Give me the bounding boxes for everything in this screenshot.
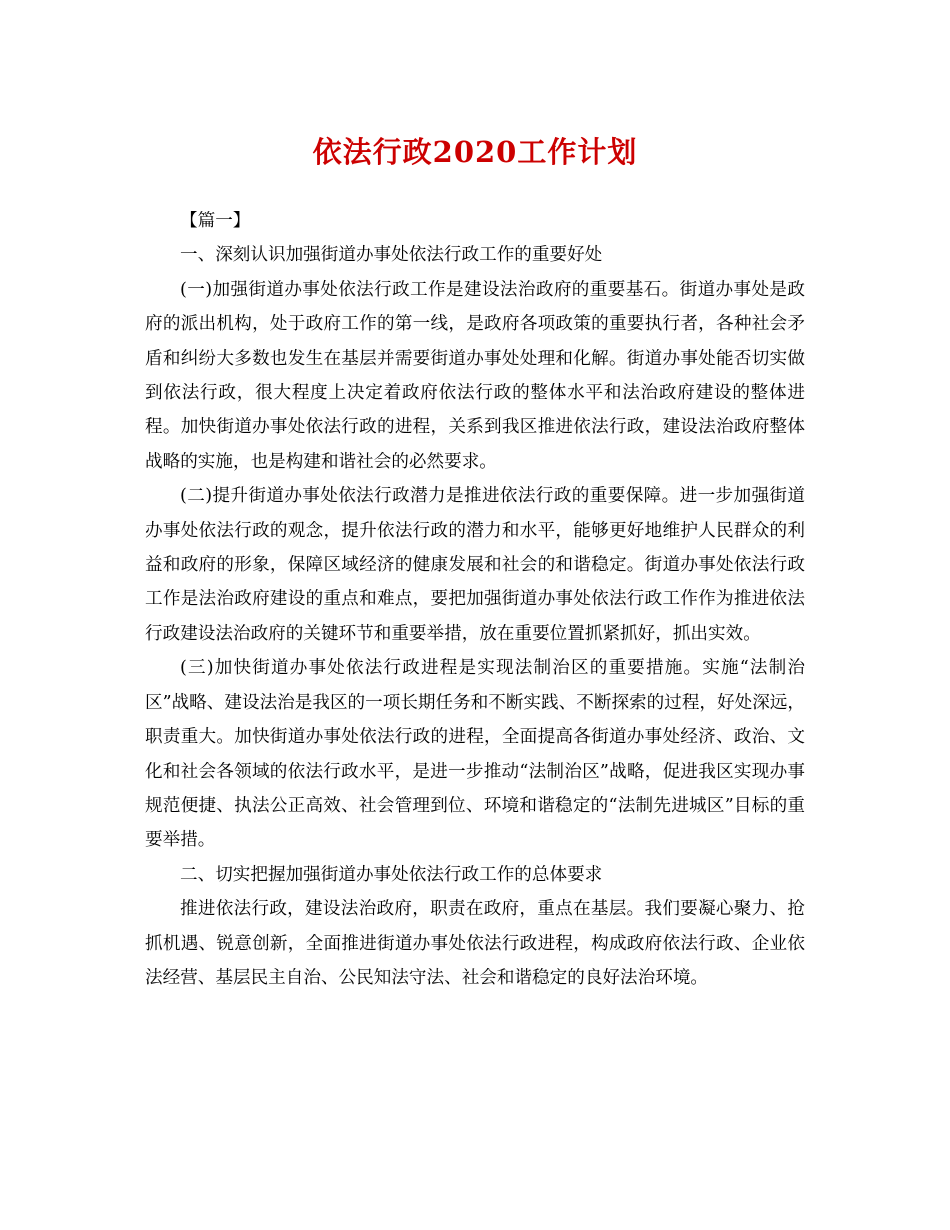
section-marker: 【篇一】 bbox=[180, 211, 251, 231]
section-heading: 一、深刻认识加强街道办事处依法行政工作的重要好处 bbox=[180, 245, 603, 266]
document-body bbox=[145, 204, 805, 995]
document-title: 依法行政2020工作计划 bbox=[312, 135, 638, 169]
body-paragraph: (二)提升街道办事处依法行政潜力是推进依法行政的重要保障。进一步加强街道办事处依法行政的观念，提升依法行政的潜力和水平，能够更好地维护人民群众的利益和政府的形象，保障区域经济的健康发展和社会的和谐稳定。街道办事处依法行政工作是法治政府建设的重点和难点，要把加强街道办事处依法行政工作作为推进依法行政建设法治政府的关键环节和重要举措，放在重要位置抓紧抓好，抓出实效。 bbox=[145, 486, 805, 644]
body-paragraph: (一)加强街道办事处依法行政工作是建设法治政府的重要基石。街道办事处是政府的派出机构，处于政府工作的第一线，是政府各项政策的重要执行者，各种社会矛盾和纠纷大多数也发生在基层并需要街道办事处处理和化解。街道办事处能否切实做到依法行政，很大程度上决定着政府依法行政的整体水平和法治政府建设的整体进程。加快街道办事处依法行政的进程，关系到我区推进依法行政，建设法治政府整体战略的实施，也是构建和谐社会的必然要求。 bbox=[145, 279, 805, 472]
body-paragraph: 推进依法行政，建设法治政府，职责在政府，重点在基层。我们要凝心聚力、抢抓机遇、锐意创新，全面推进街道办事处依法行政进程，构成政府依法行政、企业依法经营、基层民主自治、公民知法守法、社会和谐稳定的良好法治环境。 bbox=[145, 899, 805, 988]
section-heading: 二、切实把握加强街道办事处依法行政工作的总体要求 bbox=[180, 864, 603, 885]
body-paragraph: (三)加快街道办事处依法行政进程是实现法制治区的重要措施。实施“法制治区”战略、建设法治是我区的一项长期任务和不断实践、不断探索的过程，好处深远，职责重大。加快街道办事处依法行政的进程，全面提高各街道办事处经济、政治、文化和社会各领域的依法行政水平，是进一步推动“法制治区”战略，促进我区实现办事规范便捷、执法公正高效、社会管理到位、环境和谐稳定的“法制先进城区”目标的重要举措。 bbox=[145, 658, 805, 851]
